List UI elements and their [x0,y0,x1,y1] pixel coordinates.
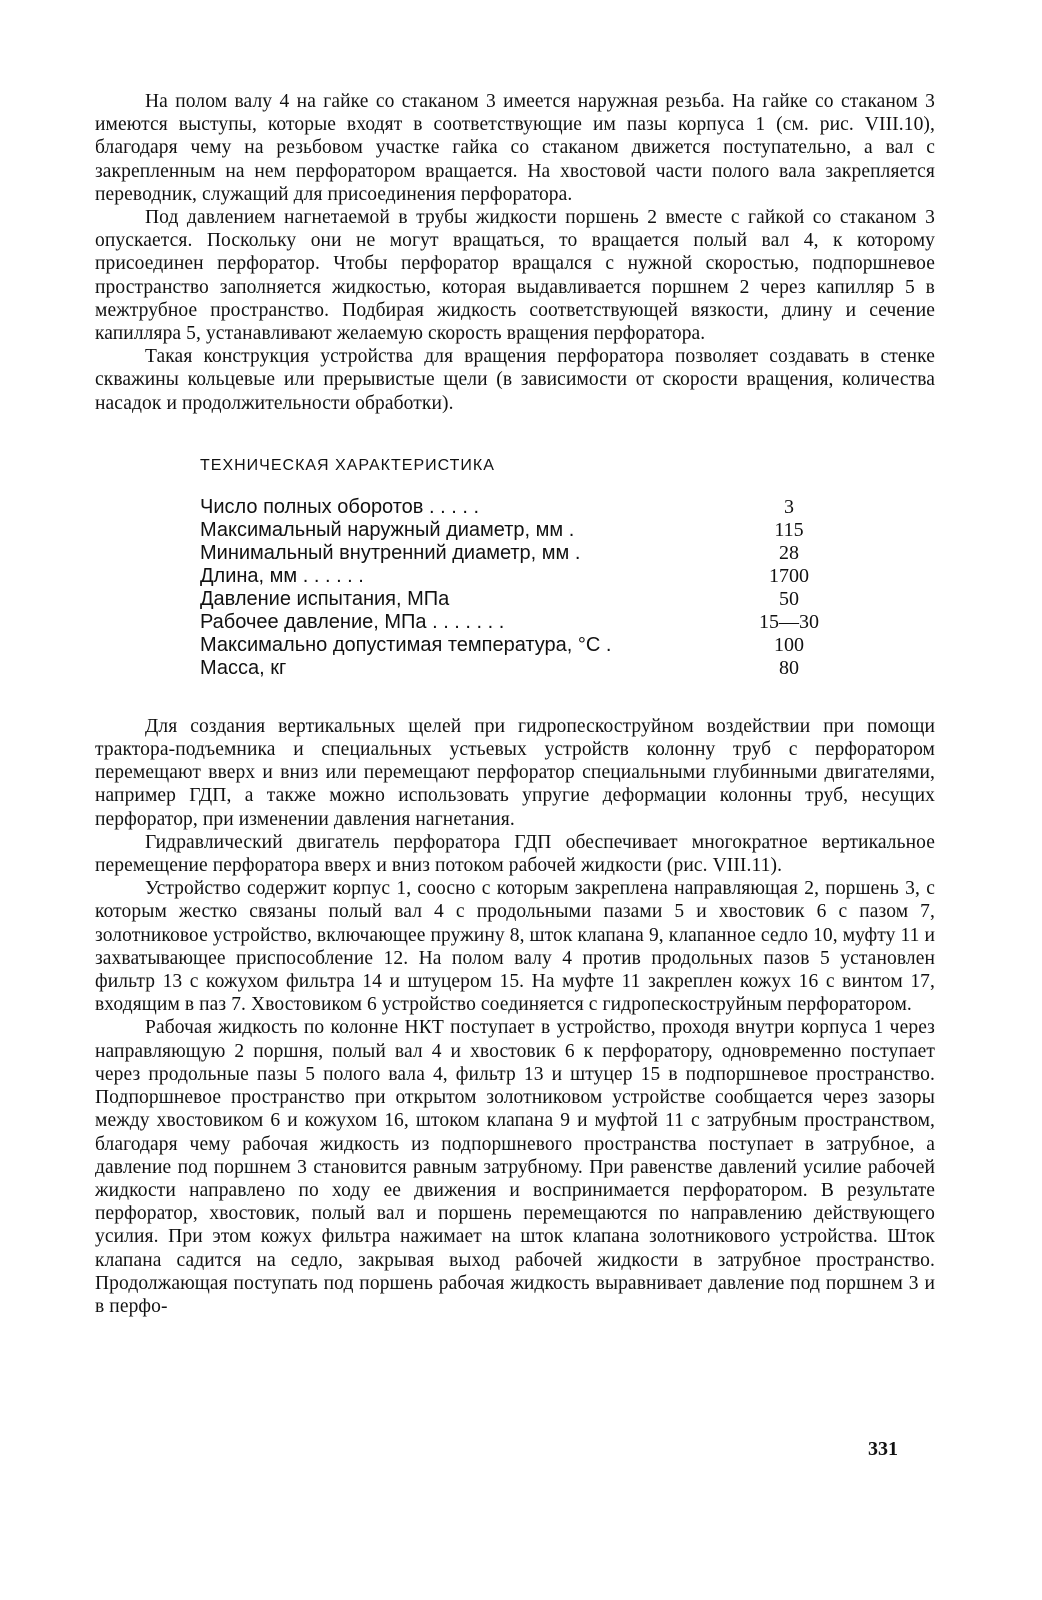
paragraph-gdp-engine: Гидравлический двигатель перфоратора ГДП обеспечивает многократное вертикальное перемещение перфоратора вверх и вниз потоком рабочей жидкости (рис. VIII.11). [95,831,935,877]
spec-row [200,634,834,657]
spec-row [200,588,834,611]
spec-value: 80 [779,656,799,679]
paragraph-working-fluid: Рабочая жидкость по колонне НКТ поступает в устройство, проходя внутри корпуса 1 через направляющую 2 поршня, полый вал 4 и хвостовик 6 к перфоратору, одновременно поступает через продольные пазы 5 полого вала 4, фильтр 13 и штуцер 15 в подпоршневое пространство. Подпоршневое пространство при открытом золотниковом устройстве сообщается через зазоры между хвостовиком 6 и кожухом 16, штоком клапана 9 и муфтой 11 с затрубным пространством, благодаря чему рабочая жидкость из подпоршневого пространства поступает в затрубное, а давление под поршнем 3 становится равным затрубному. При равенстве давлений усилие рабочей жидкости направлено по ходу ее движения и воспринимается перфоратором. В результате перфоратор, хвостовик, полый вал и поршень перемещаются по направлению действующего усилия. При этом кожух фильтра нажимает на шток клапана золотникового устройства. Шток клапана садится на седло, закрывая выход рабочей жидкости в затрубное пространство. Продолжающая поступать под поршень рабочая жидкость выравнивает давление под поршнем 3 и в перфо- [95,1017,935,1317]
paragraph-hollow-shaft: На полом валу 4 на гайке со стаканом 3 имеется наружная резьба. На гайке со стаканом 3 имеются выступы, которые входят в соответствующие им пазы корпуса 1 (см. рис. VIII.10), благодаря чему на резьбовом участке гайка со стаканом движется поступательно, а вал с закрепленным на нем перфоратором вращается. На хвостовой части полого вала закрепляется переводник, служащий для присоединения перфоратора. [95,91,935,205]
spec-label: Минимальный внутренний диаметр, мм . [200,541,581,564]
spec-value: 28 [779,541,799,564]
spec-row [200,565,834,588]
spec-value: 100 [774,633,804,656]
paragraph-device-parts: Устройство содержит корпус 1, соосно с которым закреплена направляющая 2, поршень 3, с которым жестко связаны полый вал 4 с продольными пазами 5 и хвостовик 6 с пазом 7, золотниковое устройство, включающее пружину 8, шток клапана 9, клапанное седло 10, муфту 11 и захватывающее приспособление 12. На полом валу 4 против продольных пазов 5 установлен фильтр 13 с кожухом фильтра 14 и штуцером 15. На муфте 11 закреплен кожух 16 с винтом 17, входящим в паз 7. Хвостовиком 6 устройство соединяется с гидропескоструйным перфоратором. [95,878,935,1016]
spec-label: Длина, мм . . . . . . [200,564,364,587]
paragraph-piston-pressure: Под давлением нагнетаемой в трубы жидкости поршень 2 вместе с гайкой со стаканом 3 опускается. Поскольку они не могут вращаться, то вращается полый вал 4, к которому присоединен перфоратор. Чтобы перфоратор вращался с нужной скоростью, подпоршневое пространство заполняется жидкостью, которая выдавливается поршнем 2 через капилляр 5 в межтрубное пространство. Подбирая жидкость соответствующей вязкости, длину и сечение капилляра 5, устанавливают желаемую скорость вращения перфоратора. [95,207,935,345]
document-page [95,90,935,1318]
spec-label: Рабочее давление, МПа . . . . . . . [200,610,505,633]
bottom-text-block [95,715,935,1318]
spec-label: Максимально допустимая температура, °С . [200,633,612,656]
spec-row [200,496,834,519]
spec-row [200,611,834,634]
spec-label: Число полных оборотов . . . . . [200,495,479,518]
spec-label: Давление испытания, МПа [200,587,450,610]
spec-title: ТЕХНИЧЕСКАЯ ХАРАКТЕРИСТИКА [200,456,495,474]
spec-row [200,657,834,680]
spec-row [200,519,834,542]
spec-value: 15—30 [759,610,819,633]
spec-label: Максимальный наружный диаметр, мм . [200,518,575,541]
top-text-block [95,90,935,415]
page-number: 331 [868,1438,898,1460]
spec-table [200,496,834,680]
spec-value: 3 [784,495,794,518]
spec-value: 1700 [769,564,809,587]
spacer [95,680,935,715]
spec-label: Масса, кг [200,656,287,679]
paragraph-construction-slots: Такая конструкция устройства для вращения перфоратора позволяет создавать в стенке скважины кольцевые или прерывистые щели (в зависимости от скорости вращения, количества насадок и продолжительности обработки). [95,346,935,414]
spec-value: 50 [779,587,799,610]
spec-row [200,542,834,565]
paragraph-vertical-slots: Для создания вертикальных щелей при гидропескоструйном воздействии при помощи трактора-подъемника и специальных устьевых устройств колонну труб с перфоратором перемещают вверх и вниз или перемещают перфоратор специальными глубинными двигателями, например ГДП, а также можно использовать упругие деформации колонны труб, несущих перфоратор, при изменении давления нагнетания. [95,715,935,830]
spec-value: 115 [774,518,804,541]
